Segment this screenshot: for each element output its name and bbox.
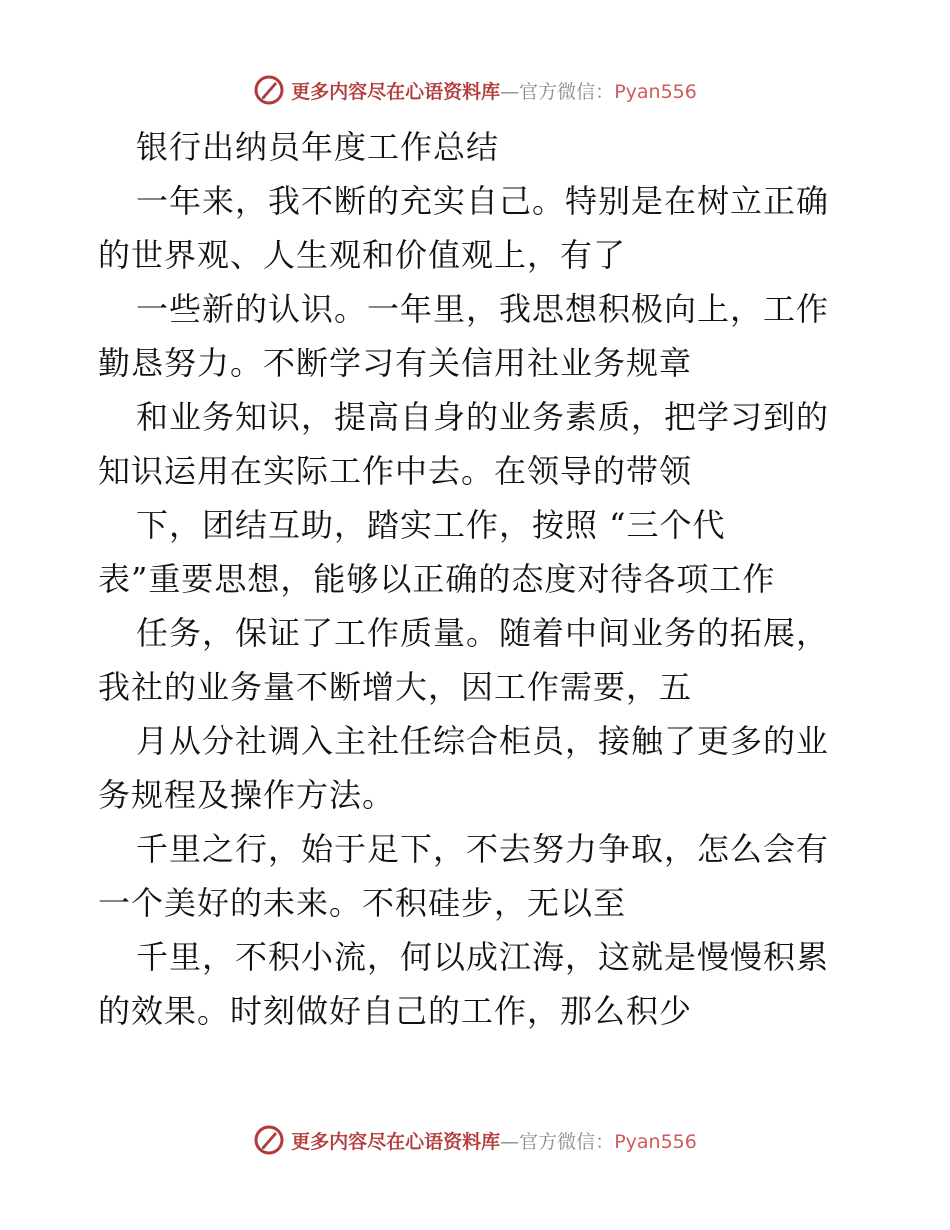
quill-circle-logo-icon [253,74,285,106]
text-line: 的效果。时刻做好自己的工作，那么积少 [98,992,693,1030]
banner-wechat-label: 官方微信： [519,80,615,103]
text-line: 表”重要思想，能够以正确的态度对待各项工作 [98,560,776,598]
text-line: 务规程及操作方法。 [98,776,396,814]
text-line: 和业务知识，提高自身的业务素质，把学习到的 [136,398,830,436]
text-line: 勤恳努力。不断学习有关信用社业务规章 [98,344,693,382]
text-line: 一个美好的未来。不积硅步，无以至 [98,884,627,922]
banner-wechat-handle: Pyan556 [614,80,697,103]
text-line: 千里之行，始于足下，不去努力争取，怎么会有 [136,830,830,868]
text-line: 我社的业务量不断增大，因工作需要，五 [98,668,693,706]
text-line: 知识运用在实际工作中去。在领导的带领 [98,452,693,490]
text-line: 千里，不积小流，何以成江海，这就是慢慢积累 [136,938,830,976]
text-line: 下，团结互助，踏实工作，按照 “三个代 [136,506,726,544]
banner-brand: 更多内容尽在心语资料库 [291,80,501,103]
header-banner [0,70,950,110]
banner-brand: 更多内容尽在心语资料库 [291,1130,501,1153]
text-line: 一些新的认识。一年里，我思想积极向上，工作 [136,290,830,328]
text-line: 任务，保证了工作质量。随着中间业务的拓展， [136,614,830,652]
banner-wechat-label: 官方微信： [519,1130,615,1153]
banner-wechat-handle: Pyan556 [614,1130,697,1153]
document-title: 银行出纳员年度工作总结 [136,128,500,166]
banner-separator: — [500,80,520,103]
text-line: 的世界观、人生观和价值观上，有了 [98,236,627,274]
text-line: 月从分社调入主社任综合柜员，接触了更多的业 [136,722,830,760]
text-line: 一年来，我不断的充实自己。特别是在树立正确 [136,182,830,220]
document-body [98,120,858,1038]
footer-banner [0,1120,950,1160]
quill-circle-logo-icon [253,1124,285,1156]
banner-text [291,77,697,104]
banner-separator: — [500,1130,520,1153]
banner-text [291,1127,697,1154]
